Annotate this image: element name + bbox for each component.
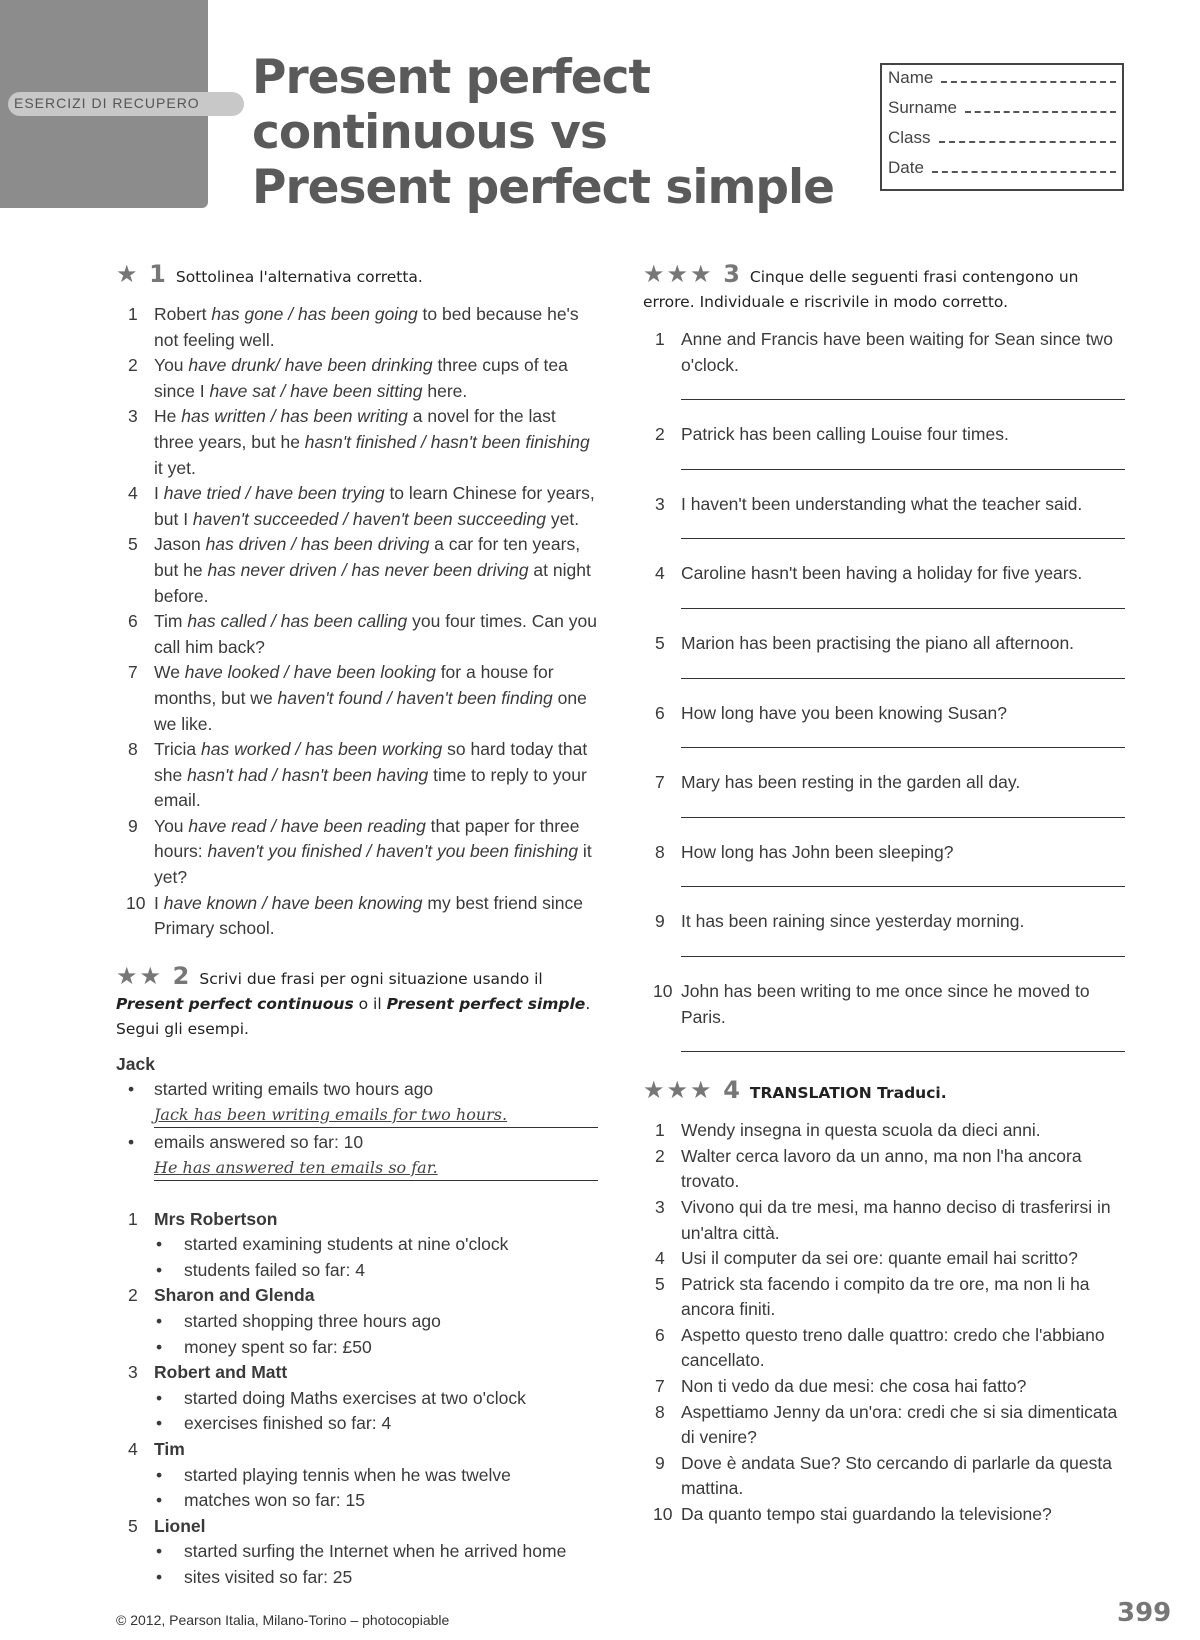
list-item [116, 404, 598, 481]
exercise-3-heading: ★★★ 3 Cinque delle seguenti frasi contengono un errore. Individuale e riscrivile in modo corretto. [643, 260, 1079, 311]
list-item [154, 1335, 598, 1361]
page-title: Present perfect continuous vs Present perfect simple [252, 50, 835, 215]
bullet: • [156, 1387, 163, 1408]
text-fragment: for a house for months, but we [154, 662, 554, 708]
text-fragment: We [154, 662, 185, 683]
item-text: Aspettiamo Jenny da un'ora: credi che si sia dimenticata di venire? [681, 1401, 1118, 1448]
text-fragment: my best friend since Primary school. [154, 892, 584, 939]
difficulty-stars: ★★★ [643, 260, 724, 288]
item-number: 7 [655, 772, 665, 793]
answer-line[interactable] [681, 816, 1125, 818]
item-number: 9 [655, 1452, 665, 1473]
item-text: Mary has been resting in the garden all day. [681, 772, 1021, 793]
situation-detail: started playing tennis when he was twelve [184, 1464, 511, 1485]
list-item [154, 1258, 598, 1284]
text-fragment: that paper for three hours: [154, 815, 580, 862]
text-fragment: one we like. [154, 687, 587, 734]
exercise-4-list [643, 1118, 1125, 1528]
text-fragment: He [154, 406, 182, 427]
list-item [116, 532, 598, 609]
text-fragment: so hard today that she [154, 739, 588, 785]
text-fragment: time to reply to your email. [154, 764, 587, 811]
situation [116, 1514, 598, 1540]
situation [116, 1283, 598, 1309]
item-number: 1 [655, 1120, 665, 1141]
exercise-2-heading: ★★ 2 Scrivi due frasi per ogni situazione usando il Present perfect continuous o il Present perfect simple. Segui gli esempi. [116, 961, 591, 1038]
item [643, 770, 1125, 818]
date-field[interactable]: Date [888, 158, 1116, 188]
exercise-number: 1 [149, 260, 166, 288]
list-item [116, 302, 598, 353]
item-text: Usi il computer da sei ore: quante email hai scritto? [681, 1248, 1078, 1269]
item-text [154, 481, 598, 532]
bullet: • [156, 1259, 163, 1280]
list-item [116, 737, 598, 814]
text-fragment: Tricia [154, 739, 201, 760]
text-fragment: You [154, 815, 189, 836]
text-fragment: yet. [545, 508, 580, 529]
text-fragment: a car for ten years, but he [154, 534, 581, 580]
list-item [643, 770, 1125, 818]
choice-option[interactable]: haven't you finished / haven't you been finishing [207, 841, 579, 862]
item-number: 8 [128, 739, 138, 760]
bullet: • [156, 1234, 163, 1255]
choice-option[interactable]: has written / has been writing [181, 406, 408, 427]
item-number: 4 [128, 483, 138, 504]
item [643, 979, 1125, 1052]
item-text: Vivono qui da tre mesi, ma hanno deciso di trasferirsi in un'altra città. [681, 1196, 1111, 1243]
choice-option[interactable]: have drunk/ have been drinking [188, 355, 433, 376]
answer-line[interactable] [681, 746, 1125, 748]
item-text [154, 737, 598, 814]
item-text: How long has John been sleeping? [681, 841, 954, 862]
exercise-number: 4 [723, 1076, 740, 1105]
choice-option[interactable]: has called / has been calling [187, 611, 408, 632]
student-info-box [880, 63, 1124, 191]
text-fragment: Robert [154, 304, 212, 324]
item-text [154, 302, 598, 353]
list-item [154, 1488, 598, 1514]
item-text: Dove è andata Sue? Sto cercando di parlarle da questa mattina. [681, 1452, 1112, 1499]
item-row [643, 701, 1125, 727]
situation-detail: matches won so far: 15 [184, 1490, 365, 1511]
exercise-2 [116, 961, 598, 1591]
list-item [643, 840, 1125, 888]
item-text [154, 891, 598, 942]
text-fragment: it yet? [154, 841, 592, 888]
answer-line[interactable] [681, 607, 1125, 609]
name-field[interactable]: Name [888, 68, 1116, 98]
answer-line[interactable] [681, 677, 1125, 679]
exercise-number: 3 [723, 260, 740, 288]
text-fragment: I [154, 892, 164, 913]
situation-name: Robert and Matt [154, 1362, 288, 1383]
item-text [154, 353, 598, 404]
bullet: • [156, 1413, 163, 1434]
exercise-1-list [116, 302, 598, 942]
surname-field[interactable]: Surname [888, 98, 1116, 128]
choice-option[interactable]: have read / have been reading [188, 815, 426, 836]
item-number: 1 [655, 329, 665, 349]
list-item [116, 609, 598, 660]
item-text: Patrick has been calling Louise four times. [681, 424, 1009, 445]
item [643, 561, 1125, 609]
list-item [643, 1272, 1125, 1323]
item-number: 3 [655, 1196, 665, 1217]
choice-option[interactable]: hasn't finished / hasn't been finishing [304, 431, 590, 452]
answer-line[interactable] [681, 398, 1125, 400]
list-item [643, 979, 1125, 1052]
bullet: • [156, 1336, 163, 1357]
list-item [643, 701, 1125, 749]
item-number: 5 [655, 1273, 665, 1294]
item-number: 7 [128, 662, 138, 683]
item-text [154, 404, 598, 481]
item-number: 3 [128, 406, 138, 427]
example-answer: He has answered ten emails so far. [154, 1156, 598, 1181]
list-item [643, 631, 1125, 679]
list-item: • emails answered so far: 10 [128, 1132, 364, 1153]
item-row [643, 909, 1125, 935]
item-text: Wendy insegna in questa scuola da dieci anni. [681, 1120, 1041, 1141]
item-number: 1 [128, 304, 138, 324]
list-item [643, 422, 1125, 470]
list-item [154, 1386, 598, 1412]
item-text: It has been raining since yesterday morning. [681, 911, 1025, 932]
item-text: Patrick sta facendo i compito da tre ore, ma non li ha ancora finiti. [681, 1273, 1090, 1320]
answer-line[interactable] [681, 885, 1125, 887]
list-item [154, 1463, 598, 1489]
situation-name: Tim [154, 1438, 185, 1459]
situation-name: Sharon and Glenda [154, 1285, 315, 1306]
item-text: I haven't been understanding what the teacher said. [681, 493, 1083, 514]
item-number: 3 [655, 493, 665, 514]
choice-option[interactable]: have looked / have been looking [184, 662, 436, 683]
item [643, 909, 1125, 957]
text-fragment: you four times. Can you call him back? [154, 611, 597, 657]
copyright-footer: © 2012, Pearson Italia, Milano-Torino – photocopiable [116, 1612, 450, 1628]
item [643, 327, 1125, 400]
text-fragment: here. [422, 380, 468, 401]
item-row [643, 327, 1125, 378]
right-column [643, 262, 1125, 1528]
item-text: How long have you been knowing Susan? [681, 702, 1007, 723]
choice-option[interactable]: have tried / have been trying [163, 483, 385, 504]
item-number: 1 [128, 1208, 138, 1229]
list-item [643, 1502, 1125, 1528]
situation-name: Lionel [154, 1515, 206, 1536]
list-item [116, 660, 598, 737]
situation-name: Mrs Robertson [154, 1208, 278, 1229]
list-item [154, 1565, 598, 1591]
item-row [643, 770, 1125, 796]
text-fragment: a novel for the last three years, but he [154, 406, 556, 452]
list-item [643, 1118, 1125, 1144]
situation-detail: started doing Maths exercises at two o'clock [184, 1387, 526, 1408]
situation-detail: money spent so far: £50 [184, 1336, 372, 1357]
exercise-1-heading: ★ 1 Sottolinea l'alternativa corretta. [116, 260, 423, 288]
item-number: 6 [128, 611, 138, 632]
exercise-4 [643, 1078, 1125, 1528]
item-number: 8 [655, 1401, 665, 1422]
item-text [154, 660, 598, 737]
item-number: 10 [653, 1504, 673, 1525]
item-text: Non ti vedo da due mesi: che cosa hai fatto? [681, 1376, 1027, 1397]
example-answer: Jack has been writing emails for two hours. [154, 1103, 598, 1128]
list-item [643, 1144, 1125, 1195]
item-row [643, 840, 1125, 866]
item-number: 10 [653, 980, 673, 1001]
text-fragment: at night before. [154, 559, 591, 606]
list-item [154, 1411, 598, 1437]
item-number: 5 [128, 534, 138, 555]
list-item [116, 353, 598, 404]
item-row [643, 561, 1125, 587]
item-number: 2 [655, 1145, 665, 1166]
list-item [643, 492, 1125, 540]
example-person: Jack [116, 1053, 155, 1074]
situation [116, 1437, 598, 1463]
list-item [154, 1232, 598, 1258]
page-number: 399 [1117, 1598, 1172, 1628]
list-item [643, 1323, 1125, 1374]
item-text: Da quanto tempo stai guardando la televisione? [681, 1504, 1052, 1525]
choice-option[interactable]: hasn't had / hasn't been having [187, 764, 429, 785]
item-text [154, 814, 598, 891]
item [643, 422, 1125, 470]
bullet: • [156, 1566, 163, 1587]
list-item [643, 909, 1125, 957]
answer-line[interactable] [681, 1050, 1125, 1052]
item-number: 2 [655, 424, 665, 445]
list-item [154, 1539, 598, 1565]
choice-option[interactable]: have known / have been knowing [163, 892, 423, 913]
answer-line[interactable] [681, 468, 1125, 470]
item-number: 10 [126, 892, 146, 913]
item-number: 9 [655, 911, 665, 932]
item [643, 631, 1125, 679]
item-text [154, 609, 598, 660]
text-fragment: Jason [154, 534, 206, 555]
difficulty-stars: ★★ [116, 961, 173, 990]
list-item: • started writing emails two hours ago [128, 1079, 434, 1100]
item-text: Anne and Francis have been waiting for Sean since two o'clock. [681, 329, 1113, 375]
item-number: 8 [655, 841, 665, 862]
situation-detail: sites visited so far: 25 [184, 1566, 353, 1587]
list-item [154, 1309, 598, 1335]
text-fragment: I [154, 483, 164, 504]
left-column [116, 262, 598, 1591]
difficulty-stars: ★ [116, 260, 150, 288]
bullet: • [156, 1541, 163, 1562]
exercise-number: 2 [172, 961, 190, 990]
item-number: 2 [128, 355, 138, 376]
item-row [643, 979, 1125, 1030]
text-fragment: it yet. [154, 457, 196, 478]
situation-detail: started examining students at nine o'clock [184, 1234, 509, 1255]
exercise-2-situations [116, 1207, 598, 1591]
list-item [643, 1400, 1125, 1451]
situation-detail: students failed so far: 4 [184, 1259, 365, 1280]
list-item [643, 327, 1125, 400]
situation [116, 1360, 598, 1386]
text-fragment: to bed because he's not feeling well. [154, 304, 579, 350]
item-text [154, 532, 598, 609]
answer-line[interactable] [681, 955, 1125, 957]
list-item [643, 1374, 1125, 1400]
text-fragment: three cups of tea since I [154, 355, 568, 401]
list-item [643, 1195, 1125, 1246]
list-item [116, 814, 598, 891]
item-number: 7 [655, 1376, 665, 1397]
choice-option[interactable]: has never driven / has never been driving [207, 559, 529, 580]
item-text: Walter cerca lavoro da un anno, ma non l'ha ancora trovato. [681, 1145, 1082, 1192]
difficulty-stars: ★★★ [643, 1076, 724, 1105]
choice-option[interactable]: has worked / has been working [201, 739, 443, 760]
item-row [643, 492, 1125, 518]
item-number: 5 [128, 1515, 138, 1536]
section-tab-label: ESERCIZI DI RECUPERO [14, 95, 200, 111]
choice-option[interactable]: have sat / have been sitting [209, 380, 423, 401]
item-number: 4 [655, 1248, 665, 1269]
item-number: 4 [128, 1438, 138, 1459]
list-item [643, 561, 1125, 609]
choice-option[interactable]: haven't found / haven't been finding [277, 687, 553, 708]
list-item [643, 1246, 1125, 1272]
list-item [643, 1451, 1125, 1502]
class-field[interactable]: Class [888, 128, 1116, 158]
choice-option[interactable]: has driven / has been driving [205, 534, 430, 555]
item-text: Marion has been practising the piano all afternoon. [681, 632, 1075, 653]
situation-detail: started shopping three hours ago [184, 1311, 441, 1331]
item-number: 3 [128, 1362, 138, 1383]
item-text: John has been writing to me once since he moved to Paris. [681, 980, 1090, 1027]
text-fragment: Tim [154, 611, 188, 632]
item-text: Caroline hasn't been having a holiday for five years. [681, 563, 1083, 584]
item [643, 701, 1125, 749]
text-fragment: to learn Chinese for years, but I [154, 483, 595, 529]
exercise-4-heading: ★★★ 4 TRANSLATION Traduci. [643, 1076, 947, 1105]
item-number: 2 [128, 1285, 138, 1306]
item-row [643, 631, 1125, 657]
choice-option[interactable]: has gone / has been going [211, 304, 418, 324]
item [643, 840, 1125, 888]
situation-detail: exercises finished so far: 4 [184, 1413, 392, 1434]
exercise-3-list [643, 327, 1125, 1052]
text-fragment: You [154, 355, 189, 376]
choice-option[interactable]: haven't succeeded / haven't been succeeding [192, 508, 546, 529]
item-number: 5 [655, 632, 665, 653]
item-number: 6 [655, 1324, 665, 1345]
item [643, 492, 1125, 540]
bullet: • [156, 1490, 163, 1511]
bullet: • [156, 1311, 163, 1331]
list-item [116, 891, 598, 942]
bullet: • [156, 1464, 163, 1485]
item-number: 4 [655, 563, 665, 584]
item-row [643, 422, 1125, 448]
item-text: Aspetto questo treno dalle quattro: credo che l'abbiano cancellato. [681, 1324, 1105, 1371]
situation [116, 1207, 598, 1233]
answer-line[interactable] [681, 537, 1125, 539]
list-item [116, 481, 598, 532]
item-number: 6 [655, 702, 665, 723]
situation-detail: started surfing the Internet when he arrived home [184, 1541, 567, 1562]
item-number: 9 [128, 815, 138, 836]
